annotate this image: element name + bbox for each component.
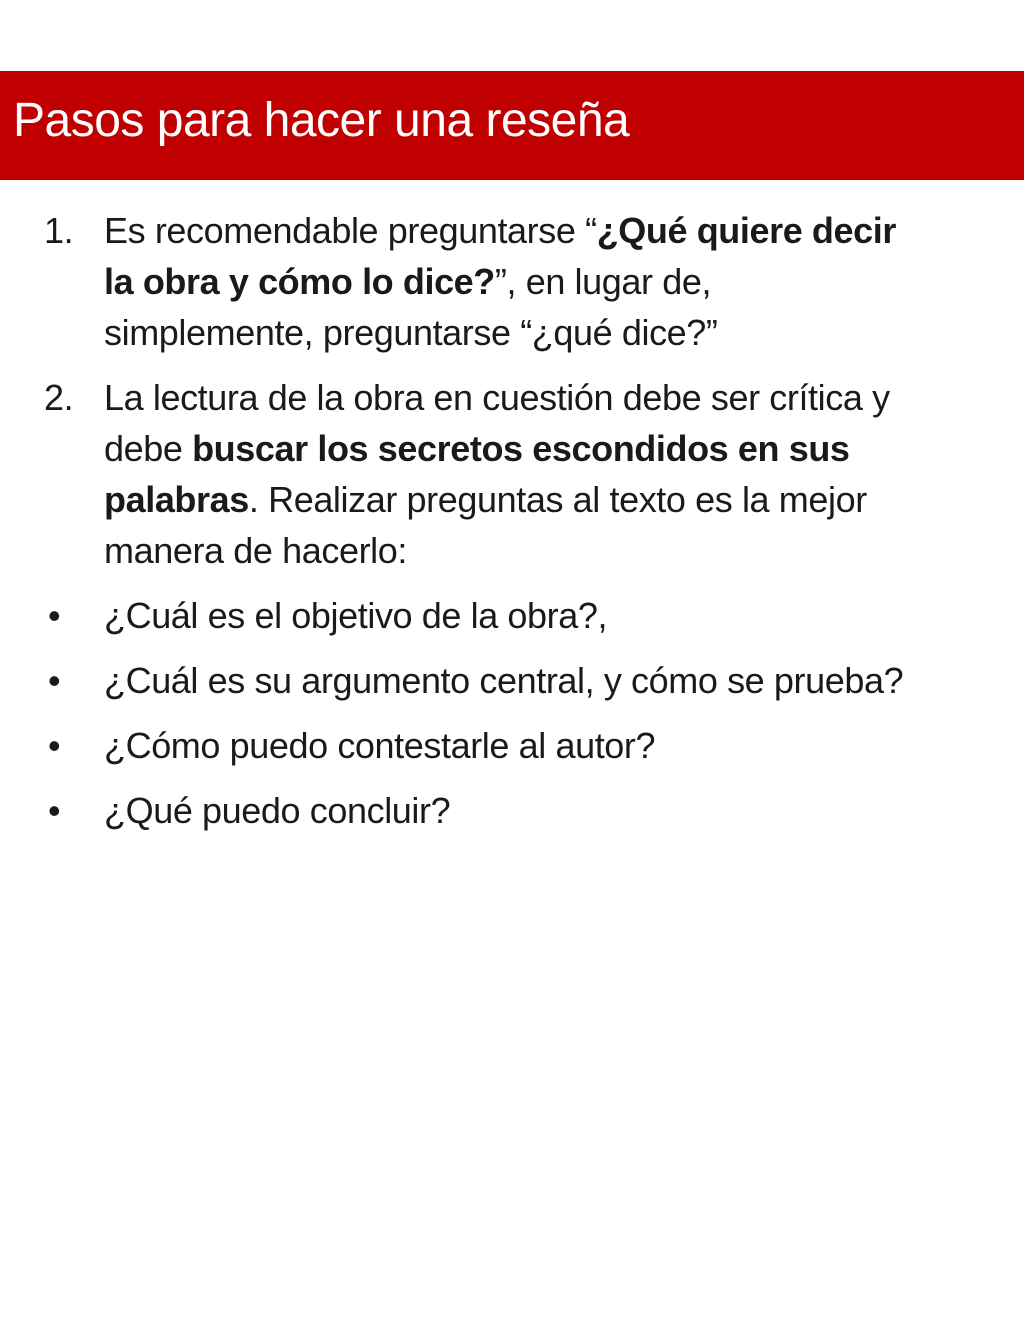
bullet-item-4	[0, 785, 1024, 836]
item-text: . Realizar preguntas al texto es la mejor manera de hacerlo:	[104, 479, 867, 571]
bullet-icon: •	[48, 725, 61, 766]
numbered-item-1	[0, 205, 1024, 358]
item-number: 1.	[44, 210, 74, 251]
numbered-item-2	[0, 372, 1024, 576]
bullet-icon: •	[48, 660, 61, 701]
bullet-text: ¿Qué puedo concluir?	[104, 790, 451, 831]
item-text: Es recomendable preguntarse “	[104, 210, 597, 251]
slide-title: Pasos para hacer una reseña	[13, 94, 630, 147]
bullet-item-1	[0, 590, 1024, 641]
title-bar	[0, 71, 1024, 180]
bullet-item-3	[0, 720, 1024, 771]
bullet-text: ¿Cuál es su argumento central, y cómo se prueba?	[104, 660, 904, 701]
item-bold-text: buscar los secretos escondidos en sus palabras	[104, 428, 850, 520]
bullet-item-2	[0, 655, 1024, 706]
slide-content	[0, 205, 1024, 836]
item-bold-text: ¿Qué quiere decir la obra y cómo lo dice?	[104, 210, 896, 302]
item-number: 2.	[44, 377, 74, 418]
bullet-icon: •	[48, 595, 61, 636]
bullet-text: ¿Cuál es el objetivo de la obra?,	[104, 595, 608, 636]
item-text: ”, en lugar de, simplemente, preguntarse “¿qué dice?”	[104, 261, 718, 353]
bullet-icon: •	[48, 790, 61, 831]
bullet-text: ¿Cómo puedo contestarle al autor?	[104, 725, 656, 766]
item-text: La lectura de la obra en cuestión debe ser crítica y debe	[104, 377, 890, 469]
